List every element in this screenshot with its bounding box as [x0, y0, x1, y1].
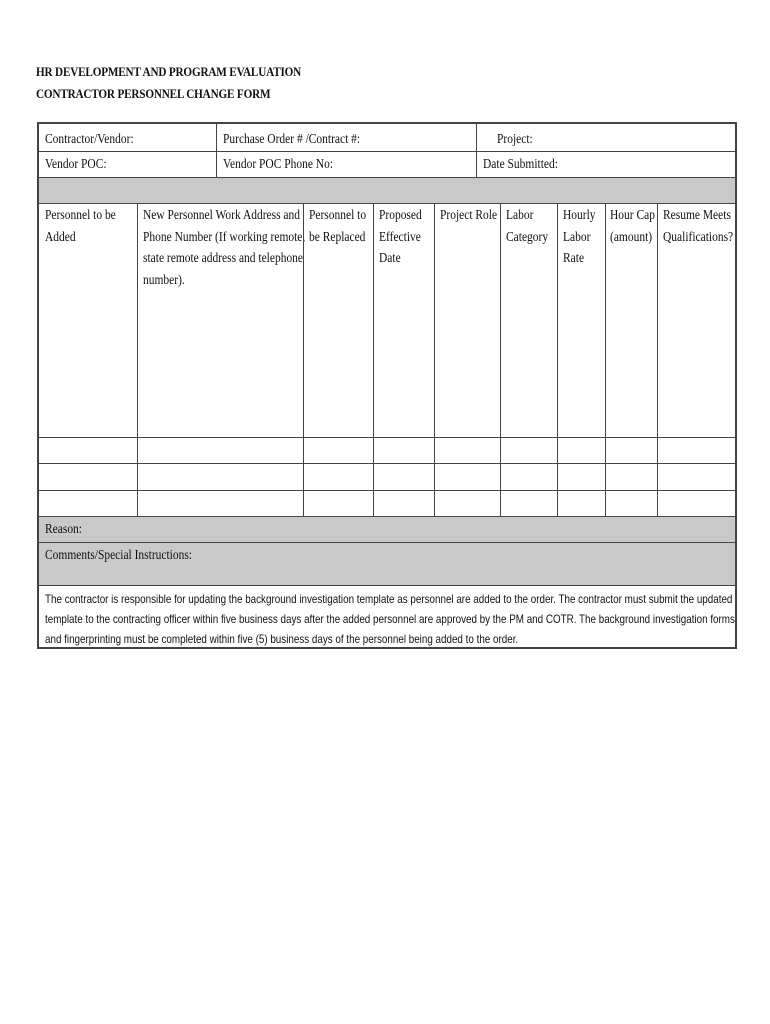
col-header-resume-meets: Resume Meets Qualifications? — [663, 208, 734, 245]
purchase-order-field[interactable] — [223, 129, 390, 150]
date-submitted-label: Date Submitted: — [483, 157, 558, 172]
column-divider — [605, 204, 606, 517]
reason-band — [39, 517, 735, 542]
comments-label: Comments/Special Instructions: — [45, 548, 192, 563]
instructions-note: The contractor is responsible for updating the background investigation template as personnel are added to the order. The contractor must submit the updated template to the contracting officer within five business days after the added personnel are approved by the PM and COTR. The background investigation forms and fingerprinting must be completed within five (5) business days of the personnel being added to the order. — [45, 592, 735, 646]
date-submitted-field[interactable] — [483, 154, 574, 175]
reason-field[interactable] — [45, 519, 90, 540]
column-divider — [137, 204, 138, 517]
column-divider — [303, 204, 304, 517]
divider — [476, 124, 477, 177]
column-divider — [373, 204, 374, 517]
comments-field[interactable] — [45, 545, 224, 566]
divider — [216, 124, 217, 177]
vendor-poc-phone-field[interactable] — [223, 154, 357, 175]
col-header-personnel-added: Personnel to be Added — [45, 208, 116, 245]
vendor-poc-label: Vendor POC: — [45, 157, 107, 172]
personnel-change-form — [37, 122, 737, 649]
column-divider — [500, 204, 501, 517]
section-band — [39, 178, 735, 203]
project-label: Project: — [497, 132, 533, 147]
table-row[interactable] — [39, 490, 735, 491]
divider — [39, 203, 735, 204]
vendor-poc-phone-label: Vendor POC Phone No: — [223, 157, 334, 172]
purchase-order-label: Purchase Order # /Contract #: — [223, 132, 361, 147]
contractor-vendor-field[interactable] — [45, 129, 153, 150]
col-header-labor-category: Labor Category — [506, 208, 549, 245]
project-field[interactable] — [497, 129, 541, 150]
divider — [39, 437, 735, 438]
col-header-personnel-replaced: Personnel to be Replaced — [309, 208, 367, 245]
table-row[interactable] — [39, 463, 735, 464]
divider — [39, 585, 735, 586]
vendor-poc-field[interactable] — [45, 154, 120, 175]
form-heading-line1: HR DEVELOPMENT AND PROGRAM EVALUATION — [36, 64, 302, 79]
divider — [39, 151, 735, 152]
col-header-effective-date: Proposed Effective Date — [379, 208, 422, 266]
col-header-hourly-rate: Hourly Labor Rate — [563, 208, 596, 266]
column-divider — [657, 204, 658, 517]
col-header-hour-cap: Hour Cap (amount) — [610, 208, 655, 245]
contractor-vendor-label: Contractor/Vendor: — [45, 132, 134, 147]
column-divider — [434, 204, 435, 517]
col-header-project-role: Project Role — [440, 208, 498, 223]
form-heading-line2: CONTRACTOR PERSONNEL CHANGE FORM — [36, 86, 271, 101]
col-header-work-address: New Personnel Work Address and Phone Number (If working remote, state remote address and telephone number). — [143, 208, 306, 288]
reason-label: Reason: — [45, 522, 82, 537]
column-divider — [557, 204, 558, 517]
